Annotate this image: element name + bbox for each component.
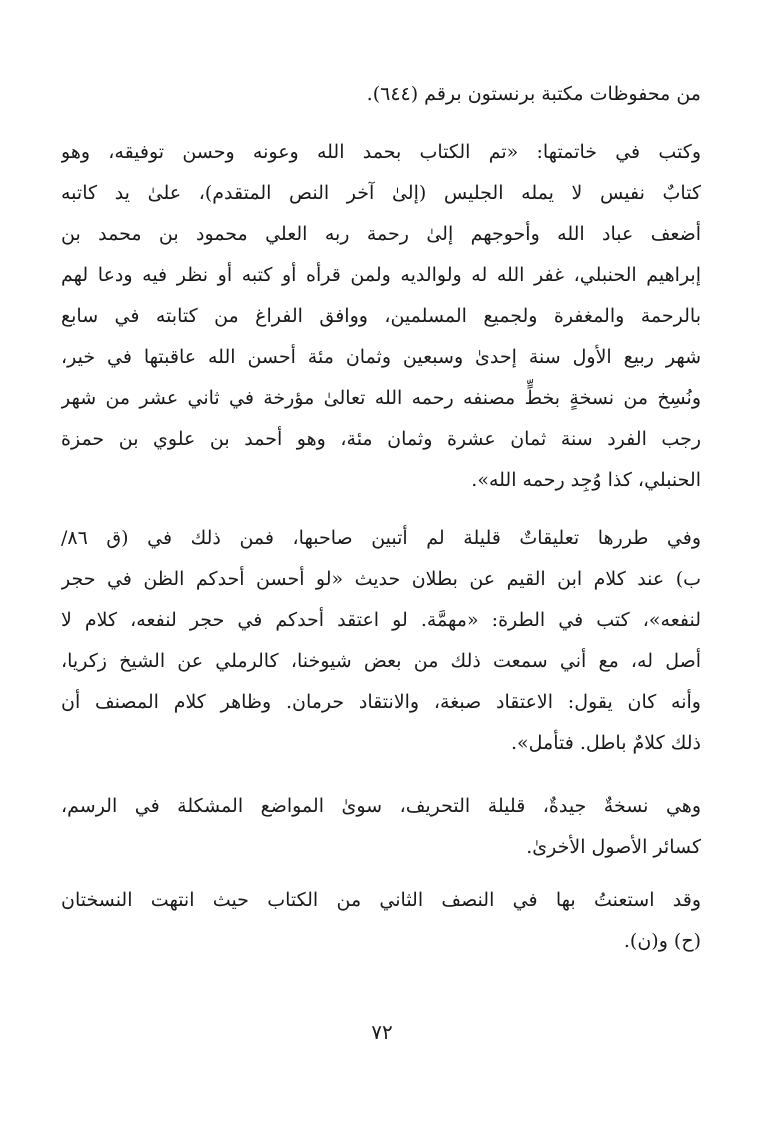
paragraph-line: وأنه كان يقول: الاعتقاد صبغة، والانتقاد حرمان. وظاهر كلام المصنف أن bbox=[61, 691, 701, 713]
paragraph-line: أصل له، مع أني سمعت ذلك من بعض شيوخنا، كالرملي عن الشيخ زكريا، bbox=[61, 650, 701, 672]
paragraph-3 bbox=[61, 518, 701, 764]
paragraph-line: وفي طررها تعليقاتٌ قليلة لم أتبين صاحبها، فمن ذلك في (ق ٨٦/ bbox=[61, 527, 701, 549]
paragraph-4 bbox=[61, 786, 701, 868]
paragraph-line: لنفعه»، كتب في الطرة: «مهمَّة. لو اعتقد أحدكم في حجر لنفعه، كلام لا bbox=[61, 609, 701, 631]
paragraph-line: إبراهيم الحنبلي، غفر الله له ولوالديه ولمن قرأه أو كتبه أو نظر فيه ودعا لهم bbox=[61, 264, 701, 286]
paragraph-line: من محفوظات مكتبة برنستون برقم (٦٤٤). bbox=[366, 83, 701, 105]
paragraph-line: أضعف عباد الله وأحوجهم إلىٰ رحمة ربه العلي محمود بن محمد بن bbox=[61, 223, 701, 245]
paragraph-line: ب) عند كلام ابن القيم عن بطلان حديث «لو أحسن أحدكم الظن في حجر bbox=[61, 568, 701, 590]
paragraph-line: وهي نسخةٌ جيدةٌ، قليلة التحريف، سوىٰ المواضع المشكلة في الرسم، bbox=[61, 795, 701, 817]
paragraph-2 bbox=[61, 132, 701, 501]
paragraph-line: كسائر الأصول الأخرىٰ. bbox=[526, 836, 701, 858]
paragraph-line: وقد استعنتُ بها في النصف الثاني من الكتاب حيث انتهت النسختان bbox=[61, 889, 701, 911]
paragraph-line: ذلك كلامٌ باطل. فتأمل». bbox=[511, 732, 701, 754]
paragraph-5 bbox=[61, 880, 701, 962]
page-number: ٧٢ bbox=[371, 1020, 393, 1044]
paragraph-line: ونُسِخ من نسخةٍ بخطٍّ مصنفه رحمه الله تعالىٰ مؤرخة في ثاني عشر من شهر bbox=[61, 387, 701, 409]
paragraph-line: (ح) و(ن). bbox=[623, 930, 701, 952]
paragraph-line: الحنبلي، كذا وُجِد رحمه الله». bbox=[471, 469, 701, 491]
paragraph-line: وكتب في خاتمتها: «تم الكتاب بحمد الله وعونه وحسن توفيقه، وهو bbox=[61, 141, 701, 163]
paragraph-line: كتابٌ نفيس لا يمله الجليس (إلىٰ آخر النص المتقدم)، علىٰ يد كاتبه bbox=[61, 182, 701, 204]
paragraph-1 bbox=[61, 74, 701, 115]
paragraph-line: رجب الفرد سنة ثمان عشرة وثمان مئة، وهو أحمد بن علوي بن حمزة bbox=[61, 428, 701, 450]
paragraph-line: شهر ربيع الأول سنة إحدىٰ وسبعين وثمان مئة أحسن الله عاقبتها في خير، bbox=[61, 346, 701, 368]
paragraph-line: بالرحمة والمغفرة ولجميع المسلمين، ووافق الفراغ من كتابته في سابع bbox=[61, 305, 701, 327]
